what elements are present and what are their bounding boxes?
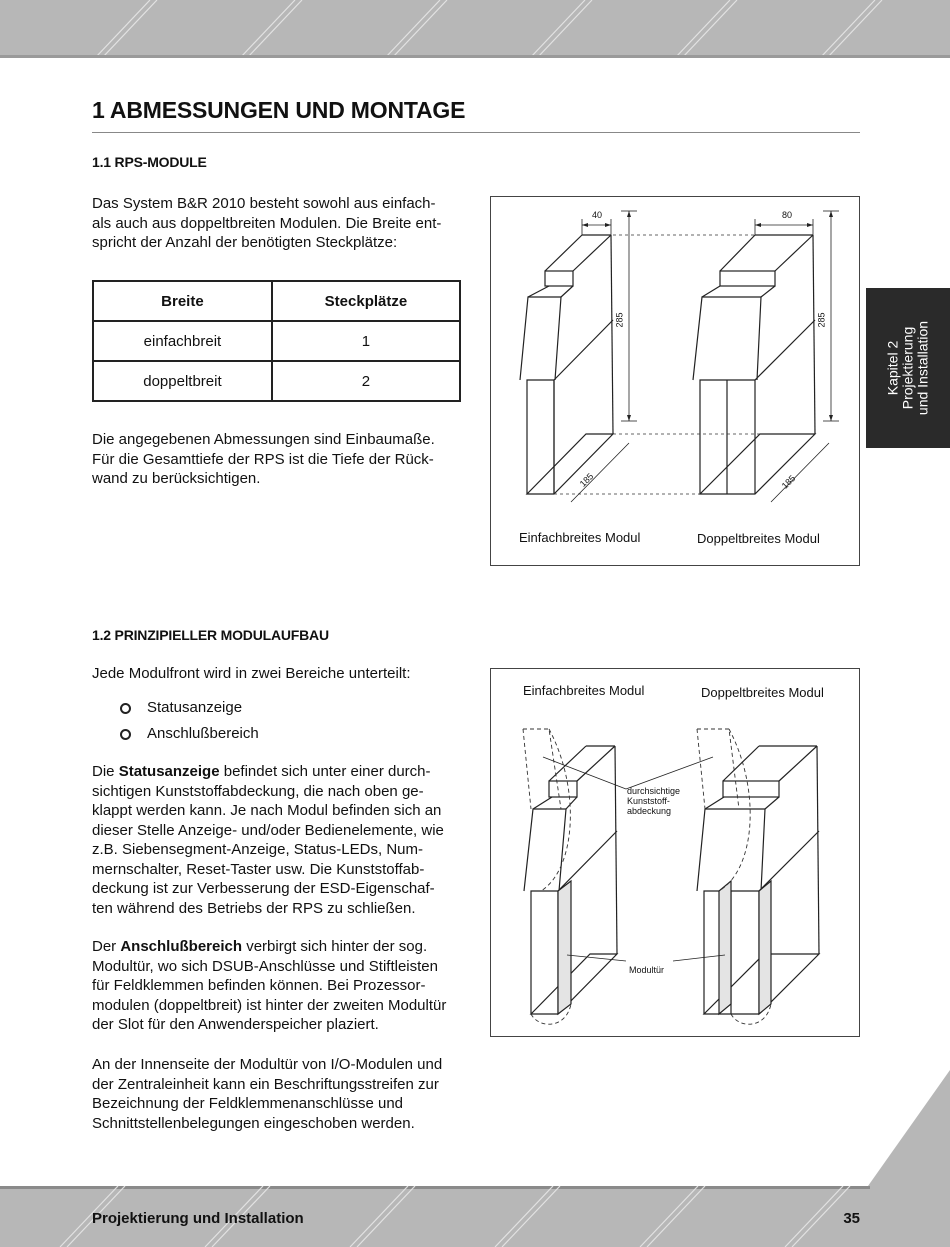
text-line: spricht der Anzahl der benötigten Steckplätze:	[92, 234, 398, 251]
dim-width-double: 80	[782, 210, 793, 220]
table-cell: einfachbreit	[93, 321, 272, 361]
circle-bullet-icon	[120, 729, 131, 740]
text-line: z.B. Siebensegment-Anzeige, Status-LEDs, Num-	[92, 841, 423, 858]
dim-depth-single: 185	[577, 471, 596, 489]
text-line: modulen (doppeltbreit) ist hinter der zweiten Modultür	[92, 996, 447, 1014]
list-item-label: Statusanzeige	[147, 699, 243, 716]
table-row	[93, 321, 460, 361]
term-status: Statusanzeige	[118, 763, 220, 780]
dim-width-single: 40	[592, 210, 603, 220]
connection-paragraph	[92, 937, 461, 1035]
text-fragment: befindet sich unter einer durch-	[219, 763, 431, 780]
dimensions-figure	[490, 196, 860, 566]
text-line: Jede Modulfront wird in zwei Bereiche unterteilt:	[92, 665, 411, 682]
text-line: Die angegebenen Abmessungen sind Einbaumaße.	[92, 431, 435, 448]
table-header: Steckplätze	[272, 281, 460, 321]
text-line: für Feldklemmen befinden können. Bei Prozessor-	[92, 977, 426, 994]
title-rule	[92, 132, 860, 133]
header-band	[0, 0, 950, 58]
text-fragment: Der	[92, 938, 121, 955]
text-line: der Zentraleinheit kann ein Beschriftungsstreifen zur	[92, 1075, 439, 1093]
table-cell: doppeltbreit	[93, 361, 272, 401]
table-row	[93, 361, 460, 401]
status-paragraph	[92, 762, 461, 918]
term-connection: Anschlußbereich	[120, 938, 243, 955]
text-line: Schnittstellenbelegungen eingeschoben werden.	[92, 1114, 415, 1132]
table-header: Breite	[93, 281, 272, 321]
cover-label-line: Kunststoff-	[627, 796, 670, 806]
text-line: Bezeichnung der Feldklemmenanschlüsse und	[92, 1095, 404, 1112]
chapter-tab-label	[886, 288, 931, 448]
list-item	[120, 695, 259, 721]
text-line: Modultür, wo sich DSUB-Anschlüsse und Stiftleisten	[92, 957, 438, 975]
section-title-module-structure: 1.2 PRINZIPIELLER MODULAUFBAU	[92, 627, 329, 643]
chapter-tab-line: Kapitel 2	[884, 340, 901, 396]
list-item-label: Anschlußbereich	[147, 725, 259, 742]
caption-single-module: Einfachbreites Modul	[519, 530, 641, 545]
structure-intro	[92, 664, 461, 684]
text-line: Für die Gesamttiefe der RPS ist die Tiefe der Rück-	[92, 450, 434, 468]
dimensions-drawing	[491, 197, 859, 565]
table-cell: 1	[272, 321, 460, 361]
text-line: als auch aus doppeltbreiten Modulen. Die Breite ent-	[92, 214, 442, 232]
text-line: klappt werden kann. Je nach Modul befinden sich an	[92, 802, 442, 819]
dim-height-single: 285	[614, 312, 625, 328]
table-cell: 2	[272, 361, 460, 401]
dim-depth-double: 185	[779, 473, 798, 491]
module-structure-figure	[490, 668, 860, 1037]
text-line: mernschalter, Reset-Taster usw. Die Kunststoffab-	[92, 860, 425, 878]
page-title: 1 ABMESSUNGEN UND MONTAGE	[92, 97, 466, 123]
text-line: wand zu berücksichtigen.	[92, 470, 261, 487]
text-fragment: verbirgt sich hinter der sog.	[242, 938, 428, 955]
text-line: dieser Stelle Anzeige- und/oder Bedienelemente, wie	[92, 821, 444, 839]
width-slot-table	[92, 280, 461, 402]
chapter-tab-line: und Installation	[914, 320, 931, 416]
chapter-tab	[866, 288, 950, 448]
text-line: ten während des Betriebs der RPS zu schließen.	[92, 899, 416, 917]
dim-height-double: 285	[816, 312, 827, 328]
text-line: deckung ist zur Verbesserung der ESD-Eigenschaf-	[92, 880, 435, 897]
door-label: Modultür	[629, 965, 665, 975]
label-strip-paragraph	[92, 1055, 461, 1133]
section-title-rps-module: 1.1 RPS-MODULE	[92, 154, 207, 170]
page-number: 35	[843, 1210, 860, 1227]
cover-label-line: abdeckung	[627, 806, 672, 816]
caption-single-module: Einfachbreites Modul	[523, 683, 645, 698]
header-hatch	[0, 0, 950, 58]
footer-title: Projektierung und Installation	[92, 1210, 304, 1227]
chapter-tab-line: Projektierung	[899, 326, 916, 410]
cover-label-line: durchsichtige	[627, 786, 681, 796]
circle-bullet-icon	[120, 703, 131, 714]
caption-double-module: Doppeltbreites Modul	[701, 685, 824, 700]
intro-paragraph	[92, 194, 461, 253]
text-line: Das System B&R 2010 besteht sowohl aus einfach-	[92, 195, 436, 212]
list-item	[120, 721, 259, 747]
module-structure-drawing	[491, 669, 859, 1036]
dimensions-note	[92, 430, 461, 489]
text-line: sichtigen Kunststoffabdeckung, die nach oben ge-	[92, 782, 424, 800]
text-line: der Slot für den Anwenderspeicher plaziert.	[92, 1016, 379, 1033]
text-fragment: Die	[92, 763, 119, 780]
text-line: An der Innenseite der Modultür von I/O-Modulen und	[92, 1056, 443, 1073]
cover-label	[627, 786, 680, 816]
corner-triangle	[860, 1070, 950, 1190]
table-header-row	[93, 281, 460, 321]
bullet-list	[120, 695, 259, 747]
caption-double-module: Doppeltbreites Modul	[697, 531, 820, 546]
